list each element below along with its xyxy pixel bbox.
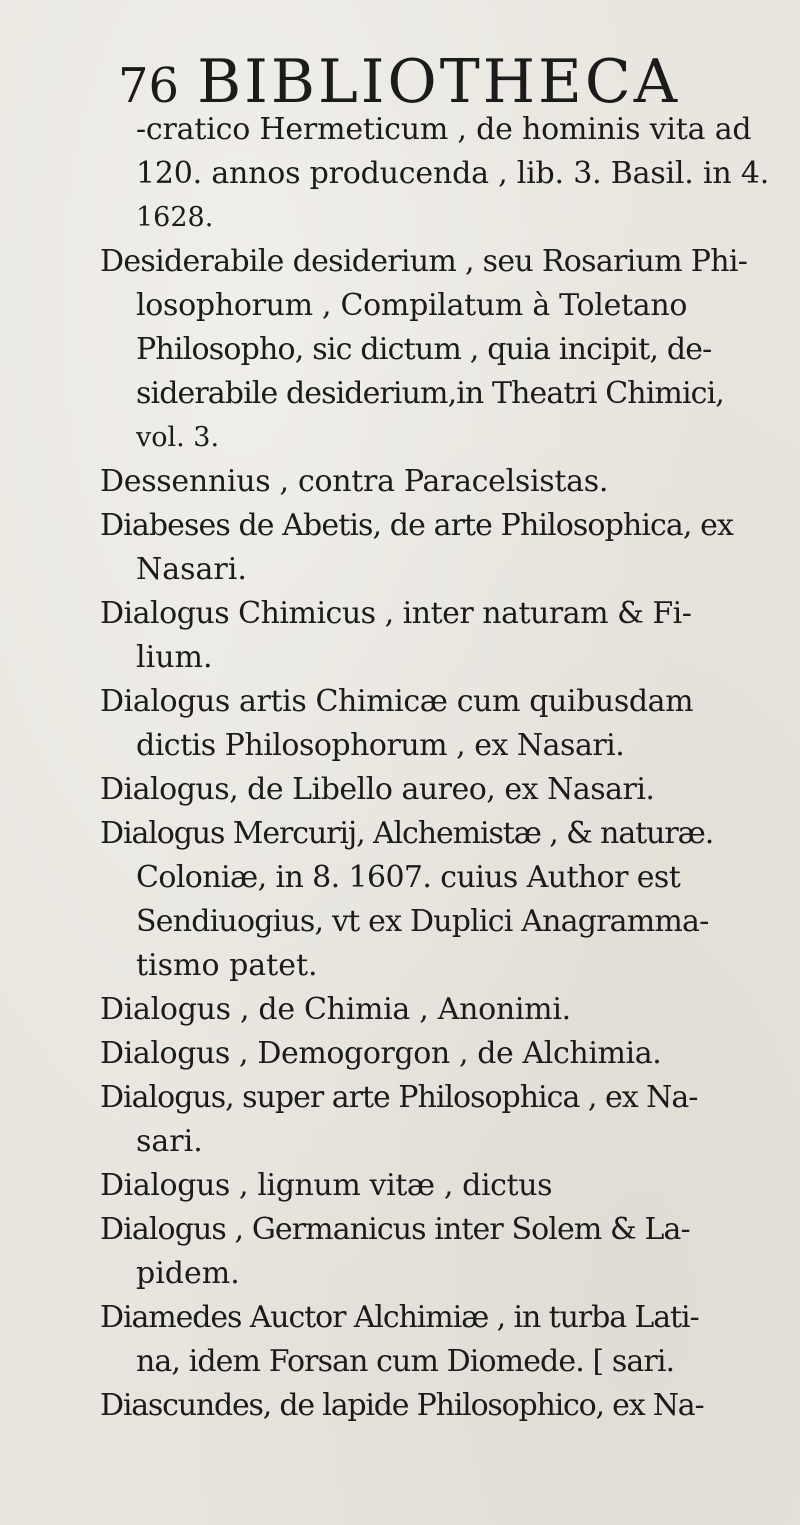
text-line: dictis Philosophorum , ex Nasari. xyxy=(136,728,625,763)
text-line: Diabeses de Abetis, de arte Philosophica, ex xyxy=(100,508,734,543)
text-line: Nasari. xyxy=(136,552,247,587)
text-line: na, idem Forsan cum Diomede. [ sari. xyxy=(136,1344,675,1379)
text-line: Dialogus, super arte Philosophica , ex Na- xyxy=(100,1080,698,1115)
text-line: 1628. xyxy=(136,202,214,233)
page-header xyxy=(118,47,681,117)
text-line: vol. 3. xyxy=(136,422,220,453)
text-line: Dialogus , de Chimia , Anonimi. xyxy=(100,992,571,1027)
text-line: Dialogus , lignum vitæ , dictus xyxy=(100,1168,553,1203)
text-line: Dessennius , contra Paracelsistas. xyxy=(100,464,609,499)
text-line: Dialogus Mercurij, Alchemistæ , & naturæ. xyxy=(100,816,714,851)
text-line: lium. xyxy=(136,640,213,675)
text-line: Philosopho, sic dictum , quia incipit, de- xyxy=(136,332,712,367)
text-line: Dialogus, de Libello aureo, ex Nasari. xyxy=(100,772,655,807)
text-line: Sendiuogius, vt ex Duplici Anagramma- xyxy=(136,904,709,939)
text-line: losophorum , Compilatum à Toletano xyxy=(136,288,688,323)
text-line: siderabile desiderium,in Theatri Chimici, xyxy=(136,376,724,411)
text-line: pidem. xyxy=(136,1256,240,1291)
text-line: Coloniæ, in 8. 1607. cuius Author est xyxy=(136,860,681,895)
text-line: tismo patet. xyxy=(136,948,318,983)
text-line: -cratico Hermeticum , de hominis vita ad xyxy=(136,112,752,147)
text-line: Diamedes Auctor Alchimiæ , in turba Lati- xyxy=(100,1300,699,1335)
text-line: Dialogus , Demogorgon , de Alchimia. xyxy=(100,1036,662,1071)
running-title: BIBLIOTHECA xyxy=(197,47,681,117)
page-number: 76 xyxy=(118,58,180,114)
text-line: Desiderabile desiderium , seu Rosarium Phi- xyxy=(100,244,748,279)
text-line: Diascundes, de lapide Philosophico, ex Na- xyxy=(100,1388,704,1423)
text-line: 120. annos producenda , lib. 3. Basil. in 4. xyxy=(136,156,770,191)
text-line: Dialogus artis Chimicæ cum quibusdam xyxy=(100,684,694,719)
text-line: Dialogus Chimicus , inter naturam & Fi- xyxy=(100,596,692,631)
text-line: sari. xyxy=(136,1124,203,1159)
text-line: Dialogus , Germanicus inter Solem & La- xyxy=(100,1212,690,1247)
